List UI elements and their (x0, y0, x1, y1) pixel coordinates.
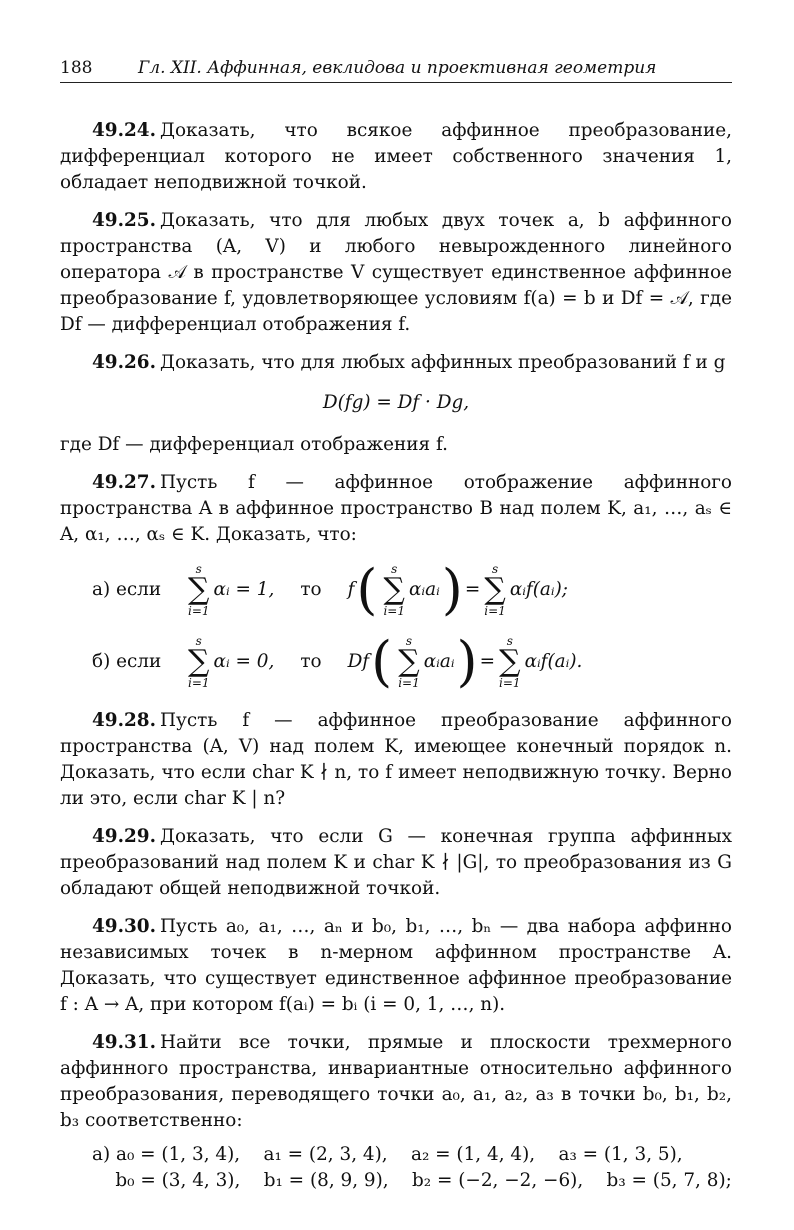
coordinate-list (92, 1142, 732, 1194)
case-b: б) если s ∑ i=1 αᵢ = 0, то Df ( s ∑ i=1 αᵢaᵢ ) = s ∑ i=1 αᵢf(aᵢ). (92, 630, 583, 693)
case-equals: = (479, 651, 496, 672)
case-label: а) если (92, 579, 162, 600)
case-lhs: f (347, 579, 355, 600)
case-lhs: Df (347, 651, 370, 672)
case-inner: αᵢaᵢ (423, 651, 455, 672)
problem-text: Пусть f — аффинное преобразование аффинного пространства (A, V) над полем K, имеющее конечный порядок n. Доказать, что если char K ∤ n, то f имеет неподвижную точку. Верно ли это, если char K | n? (60, 710, 732, 809)
problem-text: Доказать, что если G — конечная группа аффинных преобразований над полем K и char K ∤ |G|, то преобразования из G обладают общей неподвижной точкой. (60, 826, 732, 899)
problem-number: 49.27. (92, 472, 156, 493)
problem-number: 49.31. (92, 1032, 156, 1053)
display-formula: D(fg) = Df · Dg, (322, 392, 470, 413)
problem-number: 49.24. (92, 120, 156, 141)
sum-symbol: s ∑ i=1 (383, 562, 405, 618)
problem-49-29 (60, 824, 732, 902)
problem-text: Доказать, что для любых аффинных преобразований f и g (160, 352, 726, 373)
sum-symbol: s ∑ i=1 (188, 634, 210, 690)
problem-49-25 (60, 208, 732, 338)
case-condition: αᵢ = 1, (213, 579, 275, 600)
case-condition: αᵢ = 0, (213, 651, 275, 672)
running-title: Гл. XII. Аффинная, евклидова и проективная геометрия (138, 58, 657, 78)
case-then: то (300, 651, 322, 672)
sum-symbol: s ∑ i=1 (499, 634, 521, 690)
problem-number: 49.26. (92, 352, 156, 373)
case-result: αᵢf(aᵢ); (509, 579, 568, 600)
problem-49-26 (60, 350, 732, 376)
case-equals: = (464, 579, 481, 600)
case-then: то (300, 579, 322, 600)
problem-text: Пусть a₀, a₁, …, aₙ и b₀, b₁, …, bₙ — два набора аффинно независимых точек в n-мерном аффинном пространстве A. Доказать, что существует единственное аффинное преобразование f : A → A, при котором f(aᵢ) = bᵢ (i = 0, 1, …, n). (60, 916, 732, 1015)
problem-49-27 (60, 470, 732, 548)
coordinate-line: b₀ = (3, 4, 3), b₁ = (8, 9, 9), b₂ = (−2, −2, −6), b₃ = (5, 7, 8); (92, 1170, 732, 1191)
problem-text: Доказать, что для любых двух точек a, b аффинного пространства (A, V) и любого невырожденного линейного оператора 𝒜 в пространстве V существует единственное аффинное преобразование f, удовлетворяющее условиям f(a) = b и Df = 𝒜, где Df — дифференциал отображения f. (60, 210, 732, 335)
sum-symbol: s ∑ i=1 (188, 562, 210, 618)
case-inner: αᵢaᵢ (408, 579, 440, 600)
coordinate-line: а) a₀ = (1, 3, 4), a₁ = (2, 3, 4), a₂ = (1, 4, 4), a₃ = (1, 3, 5), (92, 1144, 683, 1165)
problem-text: Доказать, что всякое аффинное преобразование, дифференциал которого не имеет собственного значения 1, обладает неподвижной точкой. (60, 120, 732, 193)
sum-symbol: s ∑ i=1 (484, 562, 506, 618)
case-a: а) если s ∑ i=1 αᵢ = 1, то f ( s ∑ i=1 αᵢaᵢ ) = s ∑ i=1 αᵢf(aᵢ); (92, 558, 568, 621)
case-label: б) если (92, 651, 162, 672)
problem-49-31 (60, 1030, 732, 1134)
problem-49-30 (60, 914, 732, 1018)
problem-number: 49.28. (92, 710, 156, 731)
problem-number: 49.29. (92, 826, 156, 847)
case-list (92, 554, 732, 698)
problem-text-continuation: где Df — дифференциал отображения f. (60, 434, 448, 455)
problem-49-28 (60, 708, 732, 812)
problem-number: 49.25. (92, 210, 156, 231)
problem-number: 49.30. (92, 916, 156, 937)
problem-49-24 (60, 118, 732, 196)
case-result: αᵢf(aᵢ). (524, 651, 583, 672)
page-header (60, 56, 732, 83)
problem-text: Найти все точки, прямые и плоскости трехмерного аффинного пространства, инвариантные относительно аффинного преобразования, переводящего точки a₀, a₁, a₂, a₃ в точки b₀, b₁, b₂, b₃ соответственно: (60, 1032, 732, 1131)
sum-symbol: s ∑ i=1 (398, 634, 420, 690)
page-body (60, 118, 732, 1194)
problem-text: Пусть f — аффинное отображение аффинного пространства A в аффинное пространство B над полем K, a₁, …, aₛ ∈ A, α₁, …, αₛ ∈ K. Доказать, что: (60, 472, 732, 545)
page-number: 188 (60, 58, 93, 78)
